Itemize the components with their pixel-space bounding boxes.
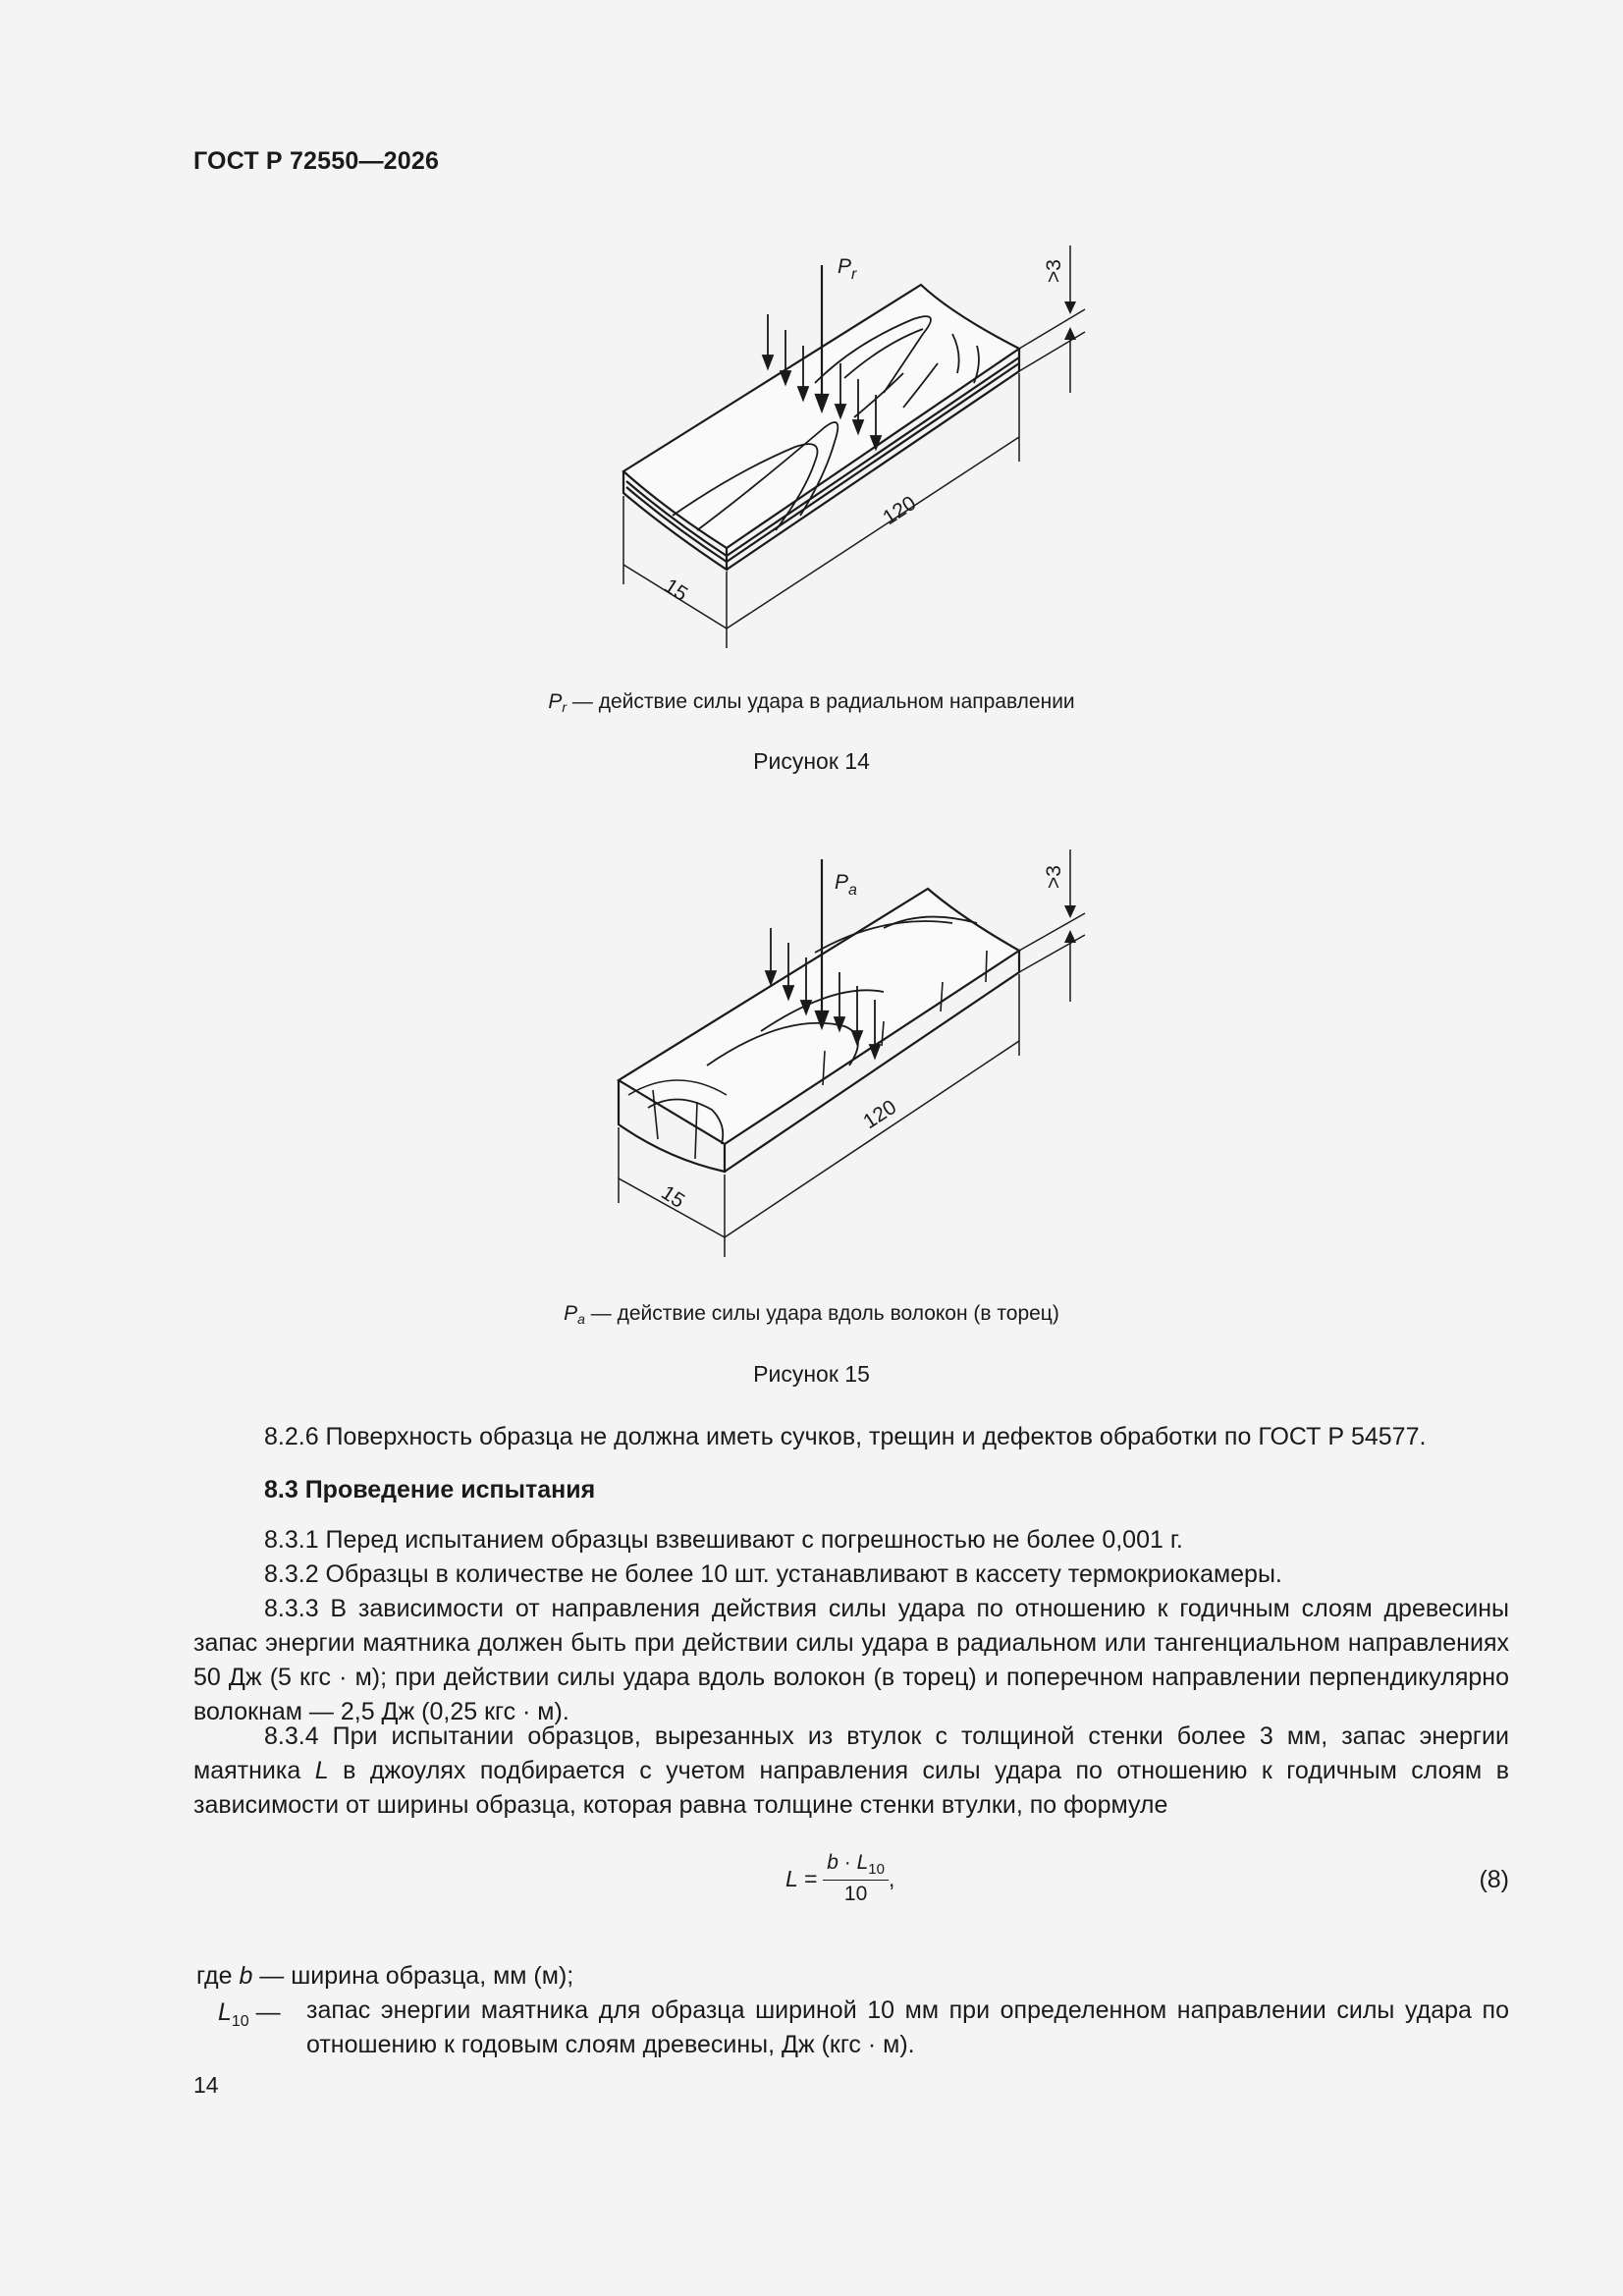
document-header: ГОСТ Р 72550—2026 [193,147,440,175]
paragraph-8-2-6: 8.2.6 Поверхность образца не должна иметь сучков, трещин и дефектов обработки по ГОСТ Р 54577. [264,1423,1427,1450]
figure-14-legend: $P_r$ — действие силы удара в радиальном направлении [548,690,1075,715]
where-b: где b — ширина образца, мм (м); [196,1962,574,1990]
formula-number: (8) [1479,1866,1509,1893]
fig15-width-dim: 15 [657,1180,689,1213]
fig14-width-dim: 15 [660,574,692,606]
fig14-thickness-dim: >3 [1043,259,1065,283]
fig14-length-dim: 120 [879,491,921,530]
fig15-thickness-dim: >3 [1043,865,1065,889]
fig15-force-label: $P_a$ [835,871,857,899]
figure-15-title: Рисунок 15 [753,1361,870,1387]
where-L10-symbol: $L_{10}$ — [218,1998,281,2030]
paragraph-8-3-4: 8.3.4 При испытании образцов, вырезанных из втулок с толщиной стенки более 3 мм, запас энергии маятника L в джоулях подбирается с учетом направления силы удара по отношению к годичным слоям в зависимости от ширины образца, которая равна толщине стенки втулки, по формуле [193,1722,1510,1819]
where-L10-text: запас энергии маятника для образца шириной 10 мм при определенном направлении силы удара по отношению к годовым слоям древесины, Дж (кгс · м). [306,1996,1509,2058]
fig15-length-dim: 120 [859,1095,901,1134]
fig14-force-label: $P_r$ [838,255,857,283]
formula-8: L = $\frac{b \cdot L_{10}}{10}$ , [785,1851,895,1906]
figure-15-drawing [589,845,1139,1257]
figure-15-legend: $P_a$ — действие силы удара вдоль волокон (в торец) [564,1302,1059,1327]
page-number: 14 [193,2072,219,2098]
section-heading-8-3: 8.3 Проведение испытания [264,1476,596,1503]
paragraph-8-3-3: 8.3.3 В зависимости от направления действия силы удара по отношению к годичным слоям древесины запас энергии маятника должен быть при действии силы удара в радиальном или тангенциальном направлениях 50 Дж (5 кгс · м); при действии силы удара вдоль волокон (в торец) и поперечном направлении перпендикулярно волокнам — 2,5 Дж (0,25 кгс · м). [193,1595,1509,1725]
figure-14-title: Рисунок 14 [753,748,870,774]
figure-14-drawing [589,236,1139,648]
paragraph-8-3-2: 8.3.2 Образцы в количестве не более 10 шт. устанавливают в кассету термокриокамеры. [264,1560,1282,1588]
paragraph-8-3-1: 8.3.1 Перед испытанием образцы взвешивают с погрешностью не более 0,001 г. [264,1526,1183,1554]
